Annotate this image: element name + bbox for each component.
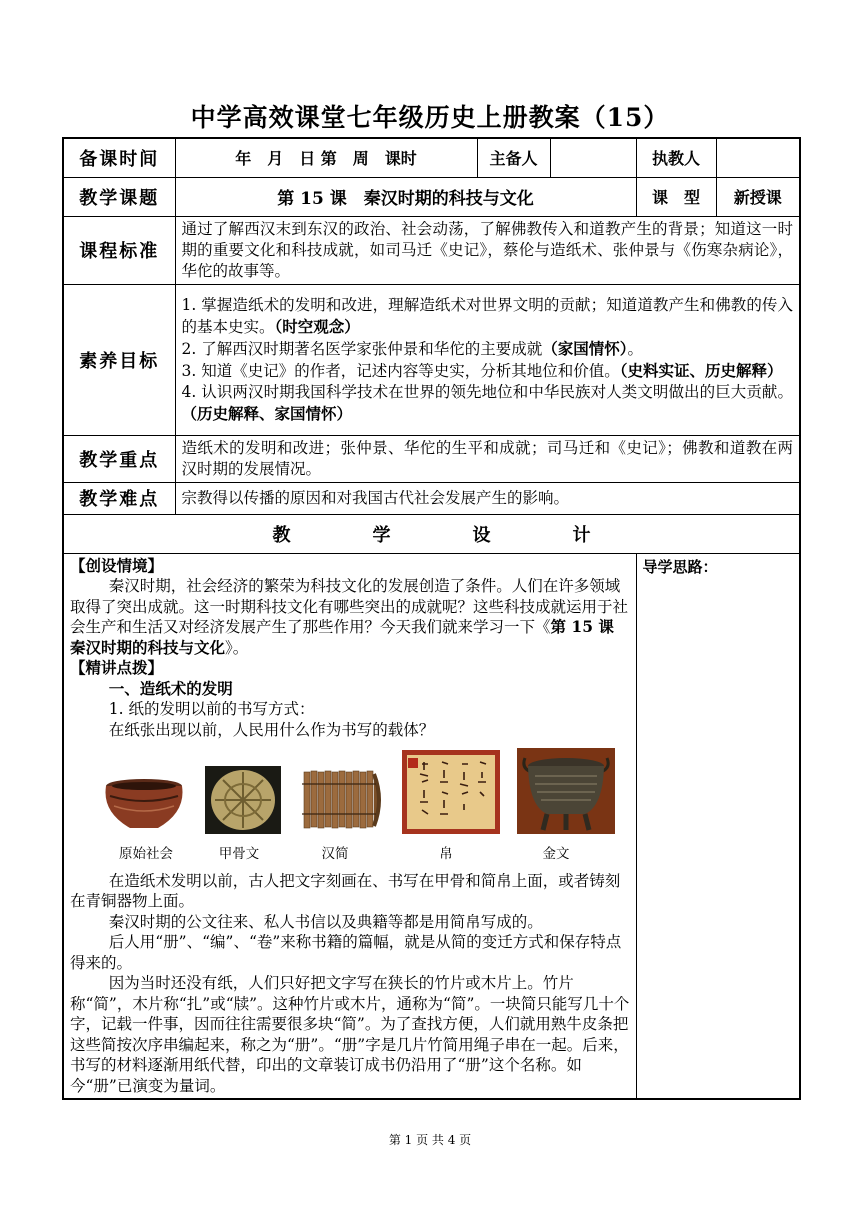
body-paragraph: 在造纸术发明以前，古人把文字刻画在、书写在甲骨和简帛上面，或者铸刻在青铜器物上面。 (70, 871, 621, 910)
curriculum-standard-label: 课程标准 (63, 216, 175, 284)
teaching-content (63, 553, 636, 1099)
key-points-label: 教学重点 (63, 435, 175, 482)
guide-thinking-column (636, 553, 800, 1099)
page-title: 中学高效课堂七年级历史上册教案（15） (190, 103, 670, 132)
teaching-design-heading: 教 学 设 计 (63, 514, 800, 553)
preparer-value (550, 138, 636, 177)
goal-item: 1. 掌握造纸术的发明和改进，理解造纸术对世界文明的贡献；知道道教产生和佛教的传入的基本史实。（时空观念） (181, 295, 793, 336)
page-footer: 第 1 页 共 4 页 (388, 1133, 472, 1147)
difficulties-text: 宗教得以传播的原因和对我国古代社会发展产生的影响。 (175, 482, 800, 514)
goal-item: 4. 认识两汉时期我国科学技术在世界的领先地位和中华民族对人类文明做出的巨大贡献。（历史解释、家国情怀） (181, 382, 793, 423)
caption: 金文 (542, 846, 570, 862)
artifact-captions (100, 844, 620, 865)
body-paragraph: 因为当时还没有纸，人们只好把文字写在狭长的竹片或木片上。竹片称“简”，木片称“扎”或“牍”。这种竹片或木片，通称为“简”。一块简只能写几十个字，记载一件事，因而往往需要很多块“简”。为了查找方便，人们就用熟牛皮条把这些简按次序串编起来，称之为“册”。“册”字是几片竹简用绳子串在一起。后来，书写的材料逐渐用纸代替，印出的文章装订成书仍沿用了“册”这个名称。如今“册”已演变为量词。 (70, 974, 630, 1095)
key-points-text: 造纸术的发明和改进；张仲景、华佗的生平和成就；司马迁和《史记》；佛教和道教在两汉时期的发展情况。 (175, 435, 800, 482)
subsection-heading: 1. 纸的发明以前的书写方式： (108, 700, 315, 718)
lesson-topic: 第 15 课 秦汉时期的科技与文化 (175, 177, 636, 216)
goal-item: 3. 知道《史记》的作者，记述内容等史实，分析其地位和价值。（史料实证、历史解释） (181, 360, 783, 380)
lesson-type-value: 新授课 (716, 177, 800, 216)
caption: 甲骨文 (218, 846, 260, 862)
guide-label: 导学思路： (642, 557, 718, 576)
lesson-plan-table (62, 137, 801, 1100)
competency-goals-label: 素养目标 (63, 284, 175, 435)
oracle-bone-image (205, 766, 281, 834)
artifact-images (100, 748, 615, 834)
lecture-heading: 【精讲点拨】 (70, 658, 164, 677)
curriculum-standard-text: 通过了解西汉末到东汉的政治、社会动荡，了解佛教传入和道教产生的背景；知道这一时期的重要文化和科技成就，如司马迁《史记》，蔡伦与造纸术、张仲景与《伤寒杂病论》，华佗的故事等。 (175, 216, 800, 284)
difficulties-label: 教学难点 (63, 482, 175, 514)
lesson-type-label: 课 型 (636, 177, 716, 216)
topic-label: 教学课题 (63, 177, 175, 216)
silk-manuscript-image (402, 750, 500, 834)
question-text: 在纸张出现以前，人民用什么作为书写的载体？ (108, 720, 435, 739)
body-paragraph: 秦汉时期的公文往来、私人书信以及典籍等都是用简帛写成的。 (108, 912, 543, 931)
competency-goals-list (175, 284, 800, 435)
situation-heading: 【创设情境】 (70, 555, 164, 575)
teacher-value (716, 138, 800, 177)
pottery-image (100, 772, 188, 834)
goal-item: 2. 了解西汉时期著名医学家张仲景和华佗的主要成就（家国情怀）。 (181, 338, 643, 358)
caption: 原始社会 (119, 846, 173, 862)
caption: 汉简 (321, 846, 349, 862)
caption: 帛 (439, 846, 453, 862)
prep-date-fields: 年 月 日 第 周 课时 (175, 138, 477, 177)
section-heading: 一、造纸术的发明 (108, 679, 233, 698)
situation-paragraph: 秦汉时期，社会经济的繁荣为科技文化的发展创造了条件。人们在许多领域取得了突出成就。这一时期科技文化有哪些突出的成就呢？这些科技成就运用于社会生产和生活又对经济发展产生了那些作用？今天我们就来学习一下《第 15 课 秦汉时期的科技与文化》。 (70, 577, 630, 657)
body-paragraph: 后人用“册”、“编”、“卷”来称书籍的篇幅，就是从简的变迁方式和保存特点得来的。 (70, 933, 622, 972)
bamboo-slips-image (298, 766, 386, 834)
preparer-label: 主备人 (477, 138, 550, 177)
teacher-label: 执教人 (636, 138, 716, 177)
bronze-vessel-image (517, 748, 615, 834)
prep-time-label: 备课时间 (63, 138, 175, 177)
